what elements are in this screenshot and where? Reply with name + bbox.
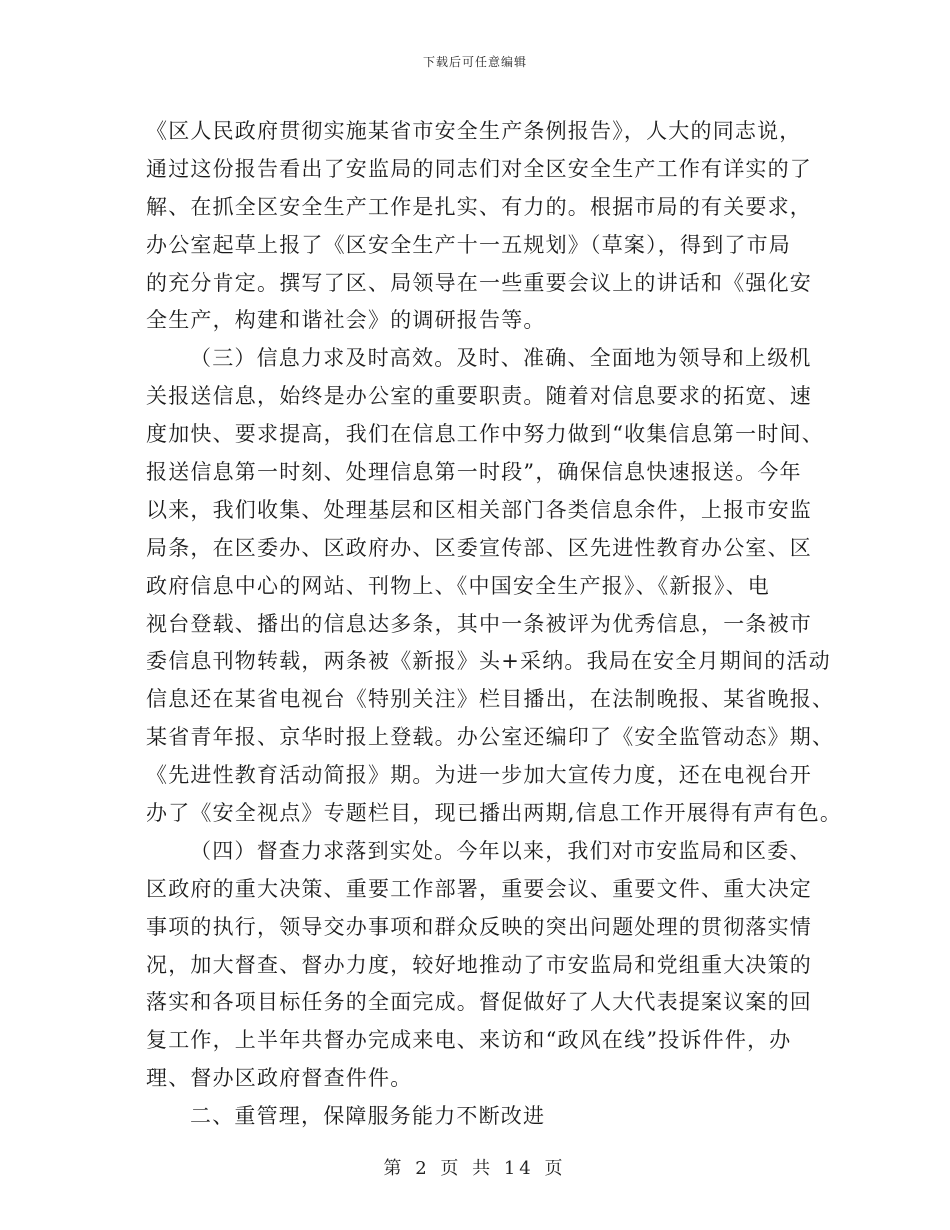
body-line: 解、在抓全区安全生产工作是扎实、有力的。根据市局的有关要求， bbox=[146, 194, 812, 219]
body-line: 政府信息中心的网站、刊物上、《中国安全生产报》、《新报》、电 bbox=[146, 573, 770, 598]
body-line: 《区人民政府贯彻实施某省市安全生产条例报告》，人大的同志说， bbox=[146, 119, 802, 143]
body-line: 度加快、要求提高，我们在信息工作中努力做到“收集信息第一时间、 bbox=[146, 422, 824, 447]
body-line: 区政府的重大决策、重要工作部署，重要会议、重要文件、重大决定 bbox=[146, 876, 812, 901]
body-line: 全生产，构建和谐社会》的调研报告等。 bbox=[146, 308, 546, 333]
body-line: 理、督办区政府督查件件。 bbox=[146, 1066, 413, 1091]
body-line: 落实和各项目标任务的全面完成。督促做好了人大代表提案议案的回 bbox=[146, 990, 812, 1015]
section-heading: 二、重管理，保障服务能力不断改进 bbox=[190, 1104, 546, 1129]
body-line: 局条，在区委办、区政府办、区委宣传部、区先进性教育办公室、区 bbox=[146, 535, 812, 560]
document-body bbox=[146, 113, 843, 1136]
body-line: 的充分肯定。撰写了区、局领导在一些重要会议上的讲话和《强化安 bbox=[146, 270, 812, 295]
body-line: 复工作，上半年共督办完成来电、来访和“政风在线”投诉件件，办 bbox=[146, 1028, 792, 1053]
body-line: 办公室起草上报了《区安全生产十一五规划》（草案），得到了市局 bbox=[146, 232, 791, 257]
body-line: 报送信息第一时刻、处理信息第一时段”，确保信息快速报送。今年 bbox=[146, 460, 802, 485]
page-number: 第 2 页 共 14 页 bbox=[383, 1158, 567, 1179]
page-header: 下载后可任意编辑 bbox=[422, 55, 527, 69]
body-line: 事项的执行，领导交办事项和群众反映的突出问题处理的贯彻落实情 bbox=[146, 914, 812, 939]
body-line: 通过这份报告看出了安监局的同志们对全区安全生产工作有详实的了 bbox=[146, 156, 812, 181]
body-line: 信息还在某省电视台《特别关注》栏目播出，在法制晚报、某省晚报、 bbox=[146, 687, 835, 712]
body-line: 委信息刊物转载，两条被《新报》头+采纳。我局在安全月期间的活动 bbox=[146, 649, 831, 674]
body-line: 以来，我们收集、处理基层和区相关部门各类信息余件，上报市安监 bbox=[146, 497, 812, 522]
paragraph-start-line: （三）信息力求及时高效。及时、准确、全面地为领导和上级机 bbox=[190, 346, 812, 371]
body-line: 办了《安全视点》专题栏目，现已播出两期,信息工作开展得有声有色。 bbox=[146, 801, 843, 826]
paragraph-start-line: （四）督查力求落到实处。今年以来，我们对市安监局和区委、 bbox=[190, 838, 812, 863]
body-line: 关报送信息，始终是办公室的重要职责。随着对信息要求的拓宽、速 bbox=[146, 384, 812, 409]
body-line: 况，加大督查、督办力度，较好地推动了市安监局和党组重大决策的 bbox=[146, 952, 812, 977]
body-line: 视台登载、播出的信息达多条，其中一条被评为优秀信息，一条被市 bbox=[146, 611, 812, 636]
body-line: 《先进性教育活动简报》期。为进一步加大宣传力度，还在电视台开 bbox=[146, 763, 812, 788]
body-line: 某省青年报、京华时报上登载。办公室还编印了《安全监管动态》期、 bbox=[146, 725, 835, 750]
